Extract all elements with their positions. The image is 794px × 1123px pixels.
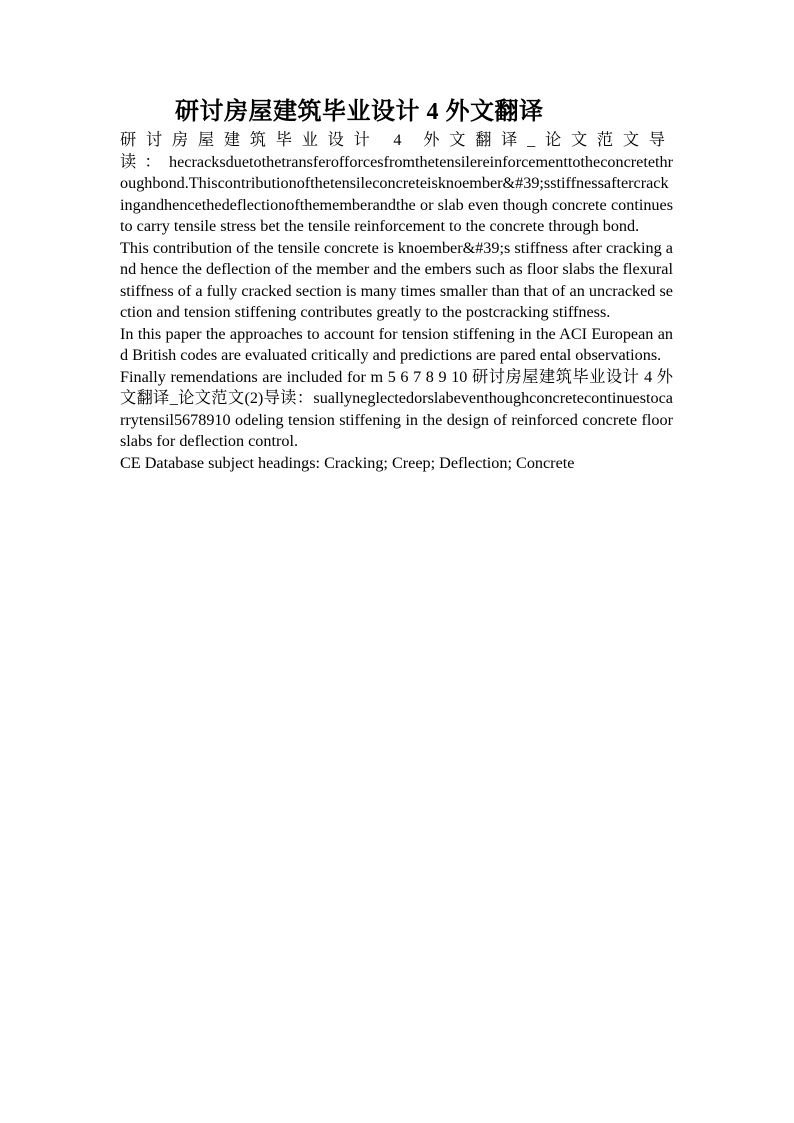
paragraph-subject-headings: CE Database subject headings: Cracking; Creep; Deflection; Concrete [120, 453, 575, 472]
document-page [120, 96, 673, 474]
paragraph-runon-text: hecracksduetothetransferofforcesfromthetensilereinforcementtotheconcretethroughbond.Thiscontributionofthetensileconcreteisknoember&#39;sstiffnessaftercrackingandhencethedeflectionofthememberandthe [120, 152, 673, 214]
paragraph-tension-contribution: This contribution of the tensile concrete is knoember&#39;s stiffness after cracking and hence the deflection of the member and the embers such as floor slabs the flexural stiffness of a fully cracked section is many times smaller than that of an uncracked section and tension stiffening contributes greatly to the postcracking stiffness. [120, 238, 673, 321]
paragraph-lead: 研讨房屋建筑毕业设计 4 外文翻译_论文范文导读： [120, 131, 673, 171]
paragraph-recommendations: Finally remendations are included for m 5 6 7 8 9 10 研讨房屋建筑毕业设计 4 外文翻译_论文范文(2)导读：suallyneglectedorslabeventhoughconcretecontinuestocarrytensil5678910 odeling tension stiffening in the design of reinforced concrete floor slabs for deflection control. [120, 367, 673, 450]
paragraph-codes-evaluation: In this paper the approaches to account for tension stiffening in the ACI European and British codes are evaluated critically and predictions are pared ental observations. [120, 324, 673, 364]
document-title: 研讨房屋建筑毕业设计 4 外文翻译 [175, 99, 544, 125]
paragraph-text: or slab even though concrete continues to carry tensile stress bet the tensile reinforcement to the concrete through bond. [120, 195, 673, 235]
paragraph-intro [120, 130, 673, 238]
